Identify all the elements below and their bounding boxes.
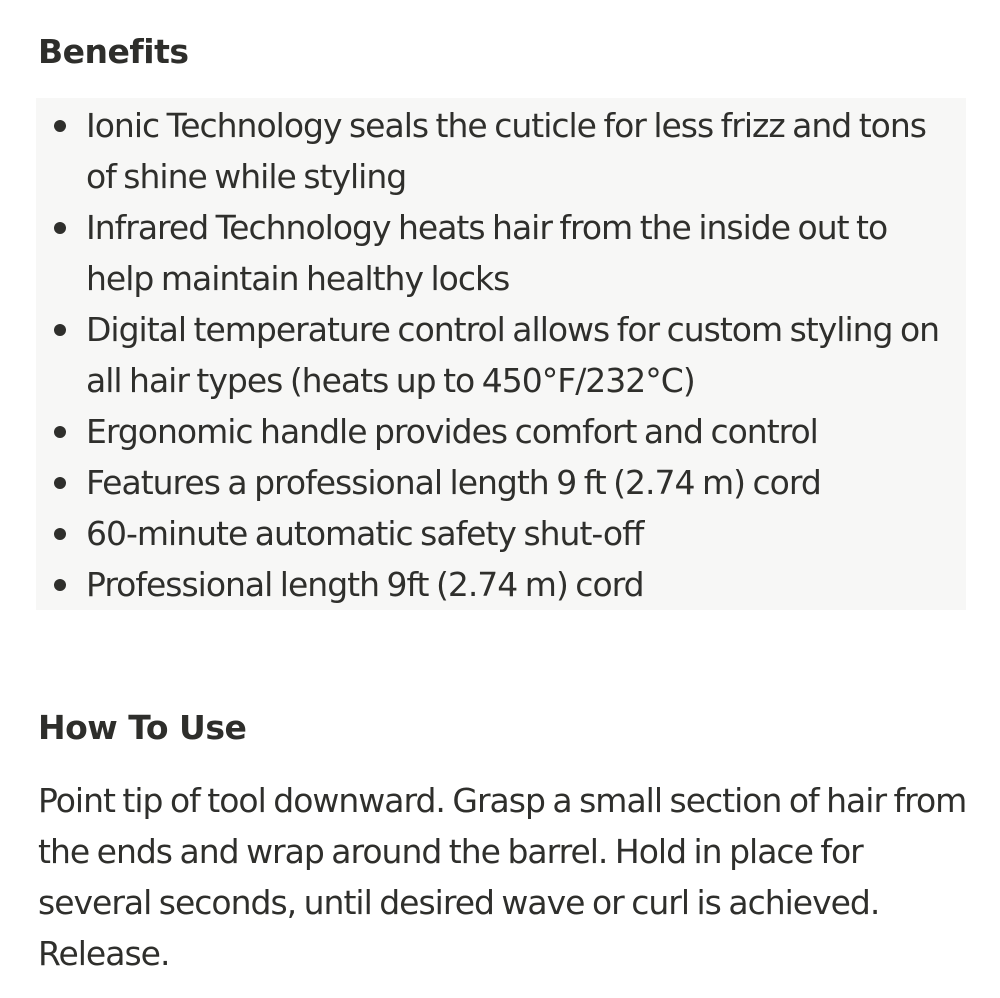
bullet-icon	[54, 120, 66, 132]
list-item	[36, 406, 966, 457]
list-item	[36, 304, 966, 406]
bullet-icon	[54, 579, 66, 591]
benefit-text: Ergonomic handle provides comfort and control	[86, 412, 818, 451]
benefits-list	[36, 100, 966, 610]
bullet-icon	[54, 324, 66, 336]
benefit-text: Ionic Technology seals the cuticle for less frizz and tons of shine while styling	[86, 106, 926, 196]
how-to-use-text: Point tip of tool downward. Grasp a small section of hair from the ends and wrap around the barrel. Hold in place for several seconds, until desired wave or curl is achieved. Release.	[38, 781, 967, 973]
list-item	[36, 559, 966, 610]
benefit-text: Digital temperature control allows for custom styling on all hair types (heats up to 450°F/232°C)	[86, 310, 940, 400]
bullet-icon	[54, 222, 66, 234]
list-item	[36, 100, 966, 202]
benefits-section	[36, 98, 966, 610]
bullet-icon	[54, 477, 66, 489]
benefit-text: Infrared Technology heats hair from the inside out to help maintain healthy locks	[86, 208, 888, 298]
benefit-text: Professional length 9ft (2.74 m) cord	[86, 565, 644, 604]
bullet-icon	[54, 426, 66, 438]
benefits-heading: Benefits	[38, 32, 189, 71]
bullet-icon	[54, 528, 66, 540]
list-item	[36, 508, 966, 559]
list-item	[36, 202, 966, 304]
how-to-use-heading: How To Use	[38, 708, 247, 747]
benefit-text: 60-minute automatic safety shut-off	[86, 514, 644, 553]
benefit-text: Features a professional length 9 ft (2.74 m) cord	[86, 463, 821, 502]
list-item	[36, 457, 966, 508]
